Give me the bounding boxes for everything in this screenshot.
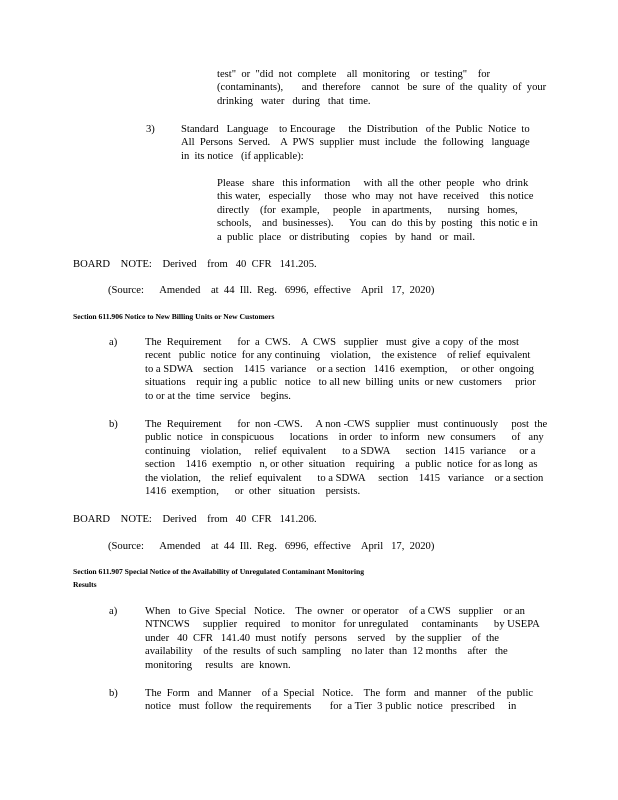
section-611-907-heading-cont: Results — [73, 580, 97, 589]
continued-paragraph: test" or "did not complete all monitoring or testing" for (contaminants), and therefore cannot be sure of the quality of your drinking water during that time. — [217, 69, 547, 107]
s907-a-text: When to Give Special Notice. The owner or operator of a CWS supplier or an NTNCWS supplier required to monitor for unregulated contaminants by USEPA under 40 CFR 141.40 must notify persons served by the supplier of the availability of the results of such sampling no later than 12 months after the monitoring results are known. — [145, 606, 540, 671]
section-611-907-heading: Section 611.907 Special Notice of the Availability of Unregulated Contaminant Monitoring — [73, 567, 365, 576]
board-note-1: BOARD NOTE: Derived from 40 CFR 141.205. — [73, 259, 317, 270]
s907-a-label: a) — [109, 606, 118, 617]
source-note-2: (Source: Amended at 44 Ill. Reg. 6996, effective April 17, 2020) — [108, 541, 435, 552]
item-3-text: Standard Language to Encourage the Distribution of the Public Notice to All Persons Served. A PWS supplier must include the following language in its notice (if applicable): — [181, 124, 530, 162]
s906-a-text: The Requirement for a CWS. A CWS supplier must give a copy of the most recent public notice for any continuing violation, the existence of relief equivalent to a SDWA section 1415 variance or a section 1416 exemption, or other ongoing situations requir ing a public notice to all new billing units or new customers prior to or at the time service begins. — [145, 337, 536, 402]
item-3-label: 3) — [146, 124, 155, 135]
section-611-906-heading: Section 611.906 Notice to New Billing Units or New Customers — [73, 312, 275, 321]
board-note-2: BOARD NOTE: Derived from 40 CFR 141.206. — [73, 514, 317, 525]
source-note-1: (Source: Amended at 44 Ill. Reg. 6996, effective April 17, 2020) — [108, 285, 435, 296]
s906-b-label: b) — [109, 419, 118, 430]
required-language-quote: Please share this information with all the other people who drink this water, especially those who may not have received this notice directly (for example, people in apartments, nursing homes, schools, and businesses). You can do this by posting this notic e in a public place or distributing copies by hand or mail. — [217, 178, 538, 243]
s907-b-label: b) — [109, 688, 118, 699]
s906-b-text: The Requirement for non -CWS. A non -CWS supplier must continuously post the public notice in conspicuous locations in order to inform new consumers of any continuing violation, relief equivalent to a SDWA section 1415 variance or a section 1416 exemptio n, or other situation requiring a public notice for as long as the violation, the relief equivalent to a SDWA section 1415 variance or a section 1416 exemption, or other situation persists. — [145, 419, 548, 498]
s907-b-text: The Form and Manner of a Special Notice. The form and manner of the public notice must follow the requirements for a Tier 3 public notice prescribed in — [145, 688, 534, 713]
s906-a-label: a) — [109, 337, 118, 348]
